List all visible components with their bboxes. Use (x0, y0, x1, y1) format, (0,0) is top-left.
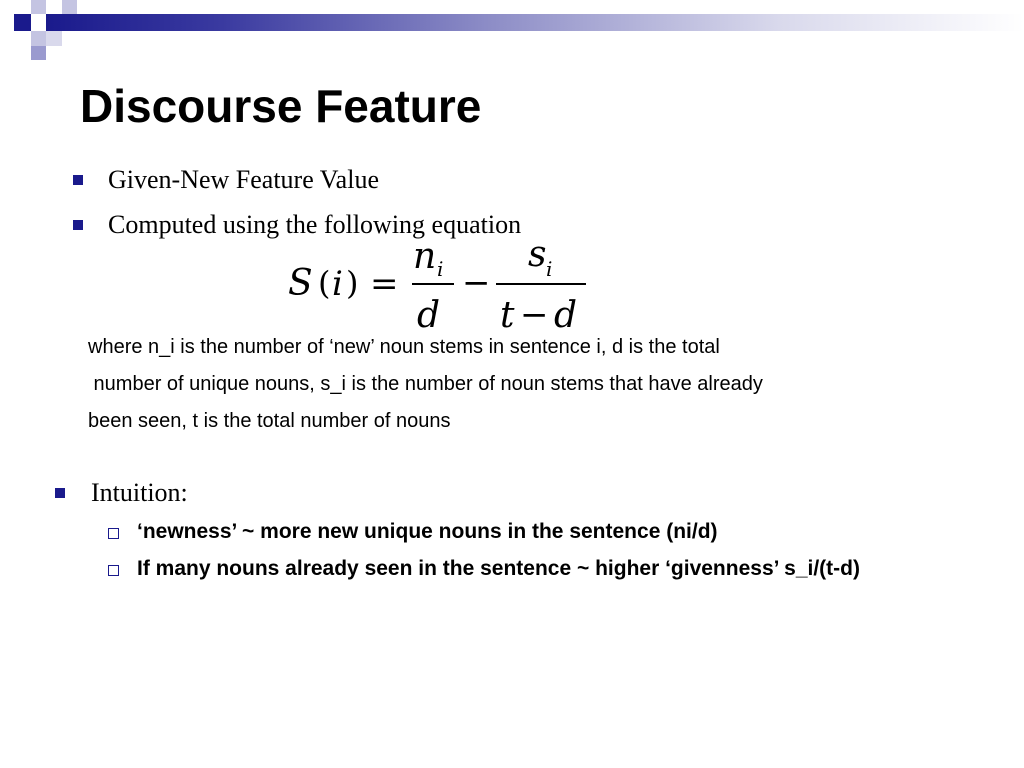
eq-equals: = (370, 264, 399, 304)
eq-frac1-num-sub: i (437, 257, 444, 281)
eq-minus: − (462, 263, 491, 303)
bullet-marker (73, 175, 83, 185)
bullet-marker (55, 488, 65, 498)
header-square-light (62, 0, 77, 14)
eq-lhs-close: ) (346, 264, 359, 302)
eq-frac2-num: s (528, 238, 547, 275)
eq-frac2-den-minus: − (520, 295, 549, 334)
eq-lhs-var: i (332, 264, 343, 304)
eq-frac1-den: d (417, 295, 441, 334)
slide-title: Discourse Feature (80, 80, 482, 132)
eq-lhs-func: S (288, 263, 313, 304)
header-square-light (31, 31, 46, 46)
header-square-light (31, 46, 46, 60)
eq-frac2-den-t: t (500, 295, 515, 334)
bullet-text: Computed using the following equation (108, 210, 522, 239)
bullet-marker (73, 220, 83, 230)
eq-frac2-den-d: d (554, 295, 578, 334)
equation-note-line: been seen, t is the total number of nouns (88, 410, 451, 432)
given-new-equation (284, 238, 594, 334)
header-square-light (46, 31, 62, 46)
header-gradient-bar (46, 14, 1024, 31)
header-square-light (31, 0, 46, 14)
intuition-label: Intuition: (91, 478, 188, 507)
eq-frac1-num: n (413, 238, 437, 277)
eq-frac2-num-sub: i (546, 257, 553, 281)
bullet-text: Given-New Feature Value (108, 165, 379, 194)
sub-bullet-marker (108, 565, 119, 576)
header-square-navy (14, 14, 31, 31)
equation-note-line: where n_i is the number of ‘new’ noun stems in sentence i, d is the total (88, 336, 720, 358)
equation-note-line: number of unique nouns, s_i is the number of noun stems that have already (88, 373, 763, 395)
sub-item-text: If many nouns already seen in the sentence ~ higher ‘givenness’ s_i/(t-d) (137, 557, 860, 580)
eq-lhs-open: ( (318, 264, 331, 302)
sub-bullet-marker (108, 528, 119, 539)
sub-item-text: ‘newness’ ~ more new unique nouns in the sentence (ni/d) (137, 520, 718, 543)
